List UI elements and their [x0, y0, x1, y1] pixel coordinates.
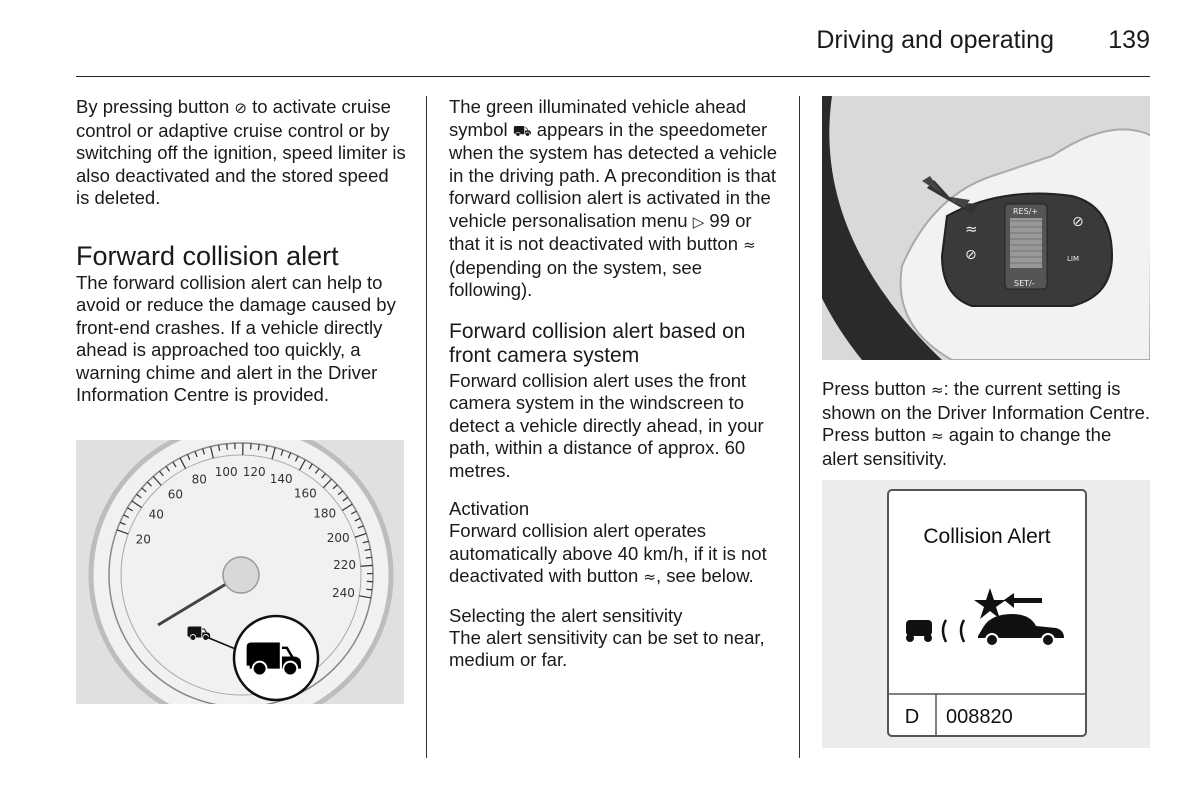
dic-title: Collision Alert	[923, 525, 1051, 548]
column-divider	[799, 96, 800, 758]
vehicle-ahead-small-icon: ⛟	[186, 621, 212, 645]
dial-label: 80	[191, 472, 207, 487]
minor-heading: Selecting the alert sensitivity	[449, 604, 683, 626]
set-label: SET/-	[1014, 279, 1035, 288]
paragraph: Press button ≈: the current setting is shown on the Driver Information Centre. Press button ≈ again to change the alert sensitivity.	[822, 378, 1151, 469]
column-left	[76, 96, 406, 407]
paragraph: The alert sensitivity can be set to near, medium or far.	[449, 626, 765, 670]
dial-label: 180	[313, 506, 337, 521]
column-divider	[426, 96, 427, 758]
lim-label: LIM	[1067, 255, 1080, 263]
driver-information-centre-illustration	[822, 480, 1150, 748]
fca-button-icon: ≈	[643, 568, 656, 586]
odometer-reading: 008820	[946, 706, 1013, 728]
dial-tick	[227, 444, 228, 450]
column-middle	[449, 96, 784, 672]
paragraph: Forward collision alert operates automatically above 40 km/h, if it is not deactivated with button ≈, see below.	[449, 520, 767, 586]
section-heading: Forward collision alert	[76, 240, 339, 271]
fca-button-icon: ≈	[743, 236, 756, 254]
paragraph: Forward collision alert uses the front camera system in the windscreen to detect a vehicle directly ahead, in your path, within a distance of approx. 60 metres.	[449, 369, 764, 481]
paragraph: The forward collision alert can help to avoid or reduce the damage caused by front-end crashes. If a vehicle directly ahead is approached too quickly, a warning chime and alert in the Driver Information Centre is provided.	[76, 271, 396, 405]
page-ref-arrow-icon: ▷	[692, 212, 705, 231]
paragraph: The green illuminated vehicle ahead symbol ⛟ appears in the speedometer when the system has detected a vehicle in the driving path. A precondition is that forward collision alert is activated in the vehicle personalisation menu ▷ 99 or that it is not deactivated with button ≈ (depending on the system, see following).	[449, 96, 778, 300]
fca-button-icon: ≈	[965, 220, 978, 238]
page-number: 139	[1108, 26, 1150, 54]
paragraph: By pressing button ⊘ to activate cruise control or adaptive cruise control or by switching off the ignition, speed limiter is also deactivated and the stored speed is deleted.	[76, 96, 406, 208]
dial-label: 200	[326, 530, 350, 545]
dial-tick	[258, 444, 259, 450]
fca-button-icon: ≈	[931, 381, 944, 399]
speedometer-illustration	[76, 440, 404, 704]
dial-label: 160	[293, 486, 317, 501]
steering-wheel-illustration	[822, 96, 1150, 360]
vehicle-ahead-icon: ⛟	[243, 630, 304, 686]
fca-button-icon: ≈	[931, 427, 944, 445]
gear-indicator: D	[904, 706, 920, 728]
minor-heading: Activation	[449, 498, 530, 519]
dial-label: 100	[214, 465, 238, 480]
cruise-cancel-icon: ⊘	[965, 247, 977, 263]
dial-label: 140	[269, 472, 293, 487]
subsection-heading: Forward collision alert based on front camera system	[449, 319, 746, 367]
dial-label: 120	[242, 464, 266, 479]
column-right	[822, 378, 1152, 470]
cruise-control-icon: ⊘	[1072, 214, 1084, 230]
vehicle-ahead-icon: ⛟	[512, 121, 532, 140]
dial-tick	[366, 557, 372, 558]
dial-label: 220	[333, 558, 356, 573]
page-header	[76, 24, 1150, 77]
cruise-control-icon: ⊘	[234, 99, 247, 117]
dial-label: 60	[167, 487, 184, 502]
dial-label: 240	[331, 586, 355, 601]
section-title: Driving and operating	[816, 26, 1054, 54]
res-label: RES/+	[1013, 207, 1039, 216]
dial-label: 40	[148, 507, 164, 522]
dial-tick	[366, 589, 372, 590]
dial-label: 20	[135, 532, 151, 547]
